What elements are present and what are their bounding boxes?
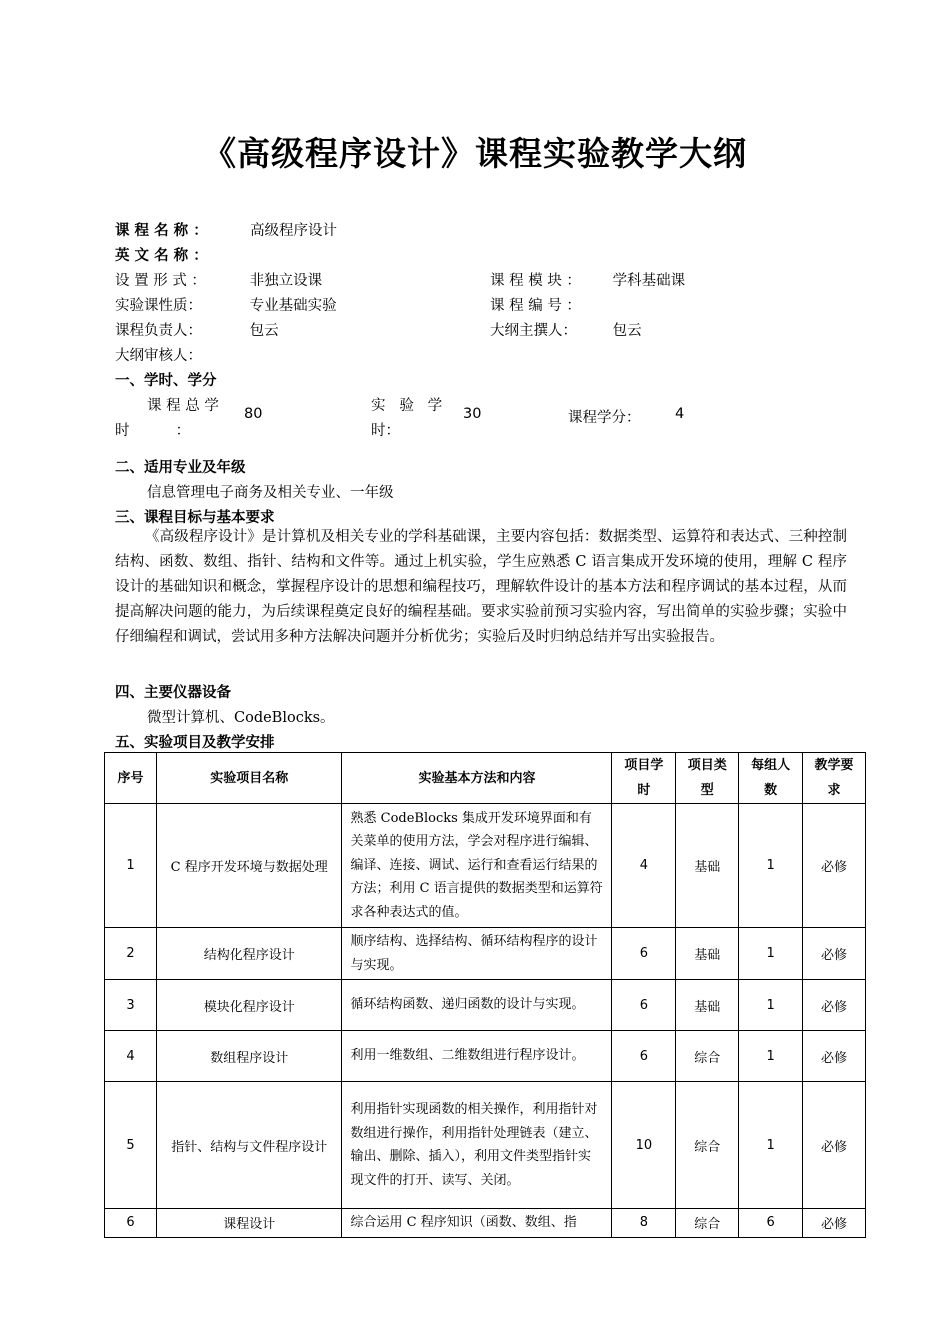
row-group: 1 xyxy=(739,928,803,980)
owner-value: 包云 xyxy=(249,323,279,339)
row-group: 1 xyxy=(739,980,803,1031)
exp-hours-label-b: 时： xyxy=(371,423,400,439)
row-req: 必修 xyxy=(803,804,866,928)
exp-hours-label-a: 实 验 学 xyxy=(371,398,443,414)
nature-value: 专业基础实验 xyxy=(249,298,337,314)
experiment-table xyxy=(104,752,866,1238)
exp-hours-value: 30 xyxy=(463,406,482,422)
english-name-label: 英 文 名 称 ： xyxy=(115,247,208,264)
nature-row xyxy=(115,294,337,315)
owner-label: 课程负责人： xyxy=(115,323,202,339)
header-content: 实验基本方法和内容 xyxy=(342,753,612,804)
header-hours: 项目学时 xyxy=(612,753,676,804)
reviewer-row xyxy=(115,344,245,365)
credit-value: 4 xyxy=(675,406,685,422)
row-hours: 6 xyxy=(612,928,676,980)
row-type: 基础 xyxy=(676,804,739,928)
header-group: 每组人数 xyxy=(739,753,803,804)
header-no: 序号 xyxy=(105,753,157,804)
row-name: C 程序开发环境与数据处理 xyxy=(156,804,342,928)
row-hours: 6 xyxy=(612,980,676,1031)
row-req: 必修 xyxy=(803,1082,866,1209)
row-group: 1 xyxy=(739,1082,803,1209)
row-no: 4 xyxy=(105,1031,157,1082)
table-header-row xyxy=(105,753,866,804)
row-name: 指针、结构与文件程序设计 xyxy=(156,1082,342,1209)
english-name-row xyxy=(115,244,245,265)
table-row xyxy=(105,928,866,980)
course-name-label: 课 程 名 称 ： xyxy=(115,222,208,239)
row-hours: 6 xyxy=(612,1031,676,1082)
row-name: 结构化程序设计 xyxy=(156,928,342,980)
section-2-text: 信息管理电子商务及相关专业、一年级 xyxy=(147,485,394,501)
course-name-value: 高级程序设计 xyxy=(250,223,338,239)
row-name: 模块化程序设计 xyxy=(156,980,342,1031)
row-content: 利用指针实现函数的相关操作，利用指针对数组进行操作，利用指针处理链表（建立、输出、删除、插入），利用文件类型指针实现文件的打开、读写、关闭。 xyxy=(342,1082,612,1209)
row-group: 1 xyxy=(739,1031,803,1082)
row-content: 利用一维数组、二维数组进行程序设计。 xyxy=(342,1031,612,1082)
module-value: 学科基础课 xyxy=(612,273,686,289)
row-req: 必修 xyxy=(803,1031,866,1082)
table-row xyxy=(105,1082,866,1209)
row-req: 必修 xyxy=(803,980,866,1031)
row-req: 必修 xyxy=(803,928,866,980)
author-row xyxy=(490,319,642,340)
author-value: 包云 xyxy=(612,323,642,339)
module-label: 课 程 模 块 ： xyxy=(490,273,581,289)
row-type: 综合 xyxy=(676,1031,739,1082)
table-row xyxy=(105,804,866,928)
setting-label: 设 置 形 式 ： xyxy=(115,273,206,289)
row-type: 基础 xyxy=(676,980,739,1031)
header-name: 实验项目名称 xyxy=(156,753,342,804)
row-content: 顺序结构、选择结构、循环结构程序的设计与实现。 xyxy=(342,928,612,980)
row-name: 数组程序设计 xyxy=(156,1031,342,1082)
total-hours-label-b: 时 ： xyxy=(115,423,191,439)
row-name: 课程设计 xyxy=(156,1209,342,1238)
header-req: 教学要求 xyxy=(803,753,866,804)
total-hours-label-a: 课 程 总 学 xyxy=(147,398,219,414)
section-3-heading: 三、课程目标与基本要求 xyxy=(115,509,275,526)
header-type: 项目类型 xyxy=(676,753,739,804)
row-content: 熟悉 CodeBlocks 集成开发环境界面和有关菜单的使用方法，学会对程序进行编辑、编译、连接、调试、运行和查看运行结果的方法；利用 C 语言提供的数据类型和运算符求各种表达式的值。 xyxy=(342,804,612,928)
row-req: 必修 xyxy=(803,1209,866,1238)
page-title: 《高级程序设计》课程实验教学大纲 xyxy=(203,134,747,173)
section-1-heading: 一、学时、学分 xyxy=(115,372,217,389)
module-row xyxy=(490,269,685,290)
credit-label: 课程学分： xyxy=(568,410,641,426)
nature-label: 实验课性质： xyxy=(115,298,202,314)
row-no: 2 xyxy=(105,928,157,980)
row-type: 综合 xyxy=(676,1082,739,1209)
code-row xyxy=(490,294,608,315)
row-hours: 10 xyxy=(612,1082,676,1209)
row-group: 6 xyxy=(739,1209,803,1238)
table-row xyxy=(105,1031,866,1082)
section-4-text: 微型计算机、CodeBlocks。 xyxy=(147,710,335,726)
section-2-heading: 二、适用专业及年级 xyxy=(115,459,246,476)
code-label: 课 程 编 号 ： xyxy=(490,298,581,314)
row-content: 循环结构函数、递归函数的设计与实现。 xyxy=(342,980,612,1031)
row-group: 1 xyxy=(739,804,803,928)
section-3-text: 《高级程序设计》是计算机及相关专业的学科基础课，主要内容包括：数据类型、运算符和表达式、三种控制结构、函数、数组、指针、结构和文件等。通过上机实验，学生应熟悉 C 语言集成开发环境的使用，理解 C 程序设计的基础知识和概念，掌握程序设计的思想和编程技巧，理解软件设计的基本方法和程序调试的基本过程，从而提高解决问题的能力，为后续课程奠定良好的编程基础。要求实验前预习实验内容，写出简单的实验步骤；实验中仔细编程和调试，尝试用多种方法解决问题并分析优劣；实验后及时归纳总结并写出实验报告。 xyxy=(115,529,847,645)
table-row xyxy=(105,980,866,1031)
course-name-row xyxy=(115,219,337,240)
row-type: 基础 xyxy=(676,928,739,980)
row-hours: 8 xyxy=(612,1209,676,1238)
setting-value: 非独立设课 xyxy=(249,273,323,289)
row-no: 3 xyxy=(105,980,157,1031)
reviewer-label: 大纲审核人： xyxy=(115,348,202,364)
row-content: 综合运用 C 程序知识（函数、数组、指 xyxy=(342,1209,612,1238)
row-no: 5 xyxy=(105,1082,157,1209)
section-5-heading: 五、实验项目及教学安排 xyxy=(115,734,275,751)
total-hours-value: 80 xyxy=(244,406,263,422)
author-label: 大纲主撰人： xyxy=(490,323,577,339)
row-hours: 4 xyxy=(612,804,676,928)
table-row xyxy=(105,1209,866,1238)
row-no: 6 xyxy=(105,1209,157,1238)
setting-row xyxy=(115,269,322,290)
row-type: 综合 xyxy=(676,1209,739,1238)
owner-row xyxy=(115,319,279,340)
row-no: 1 xyxy=(105,804,157,928)
section-4-heading: 四、主要仪器设备 xyxy=(115,684,231,701)
